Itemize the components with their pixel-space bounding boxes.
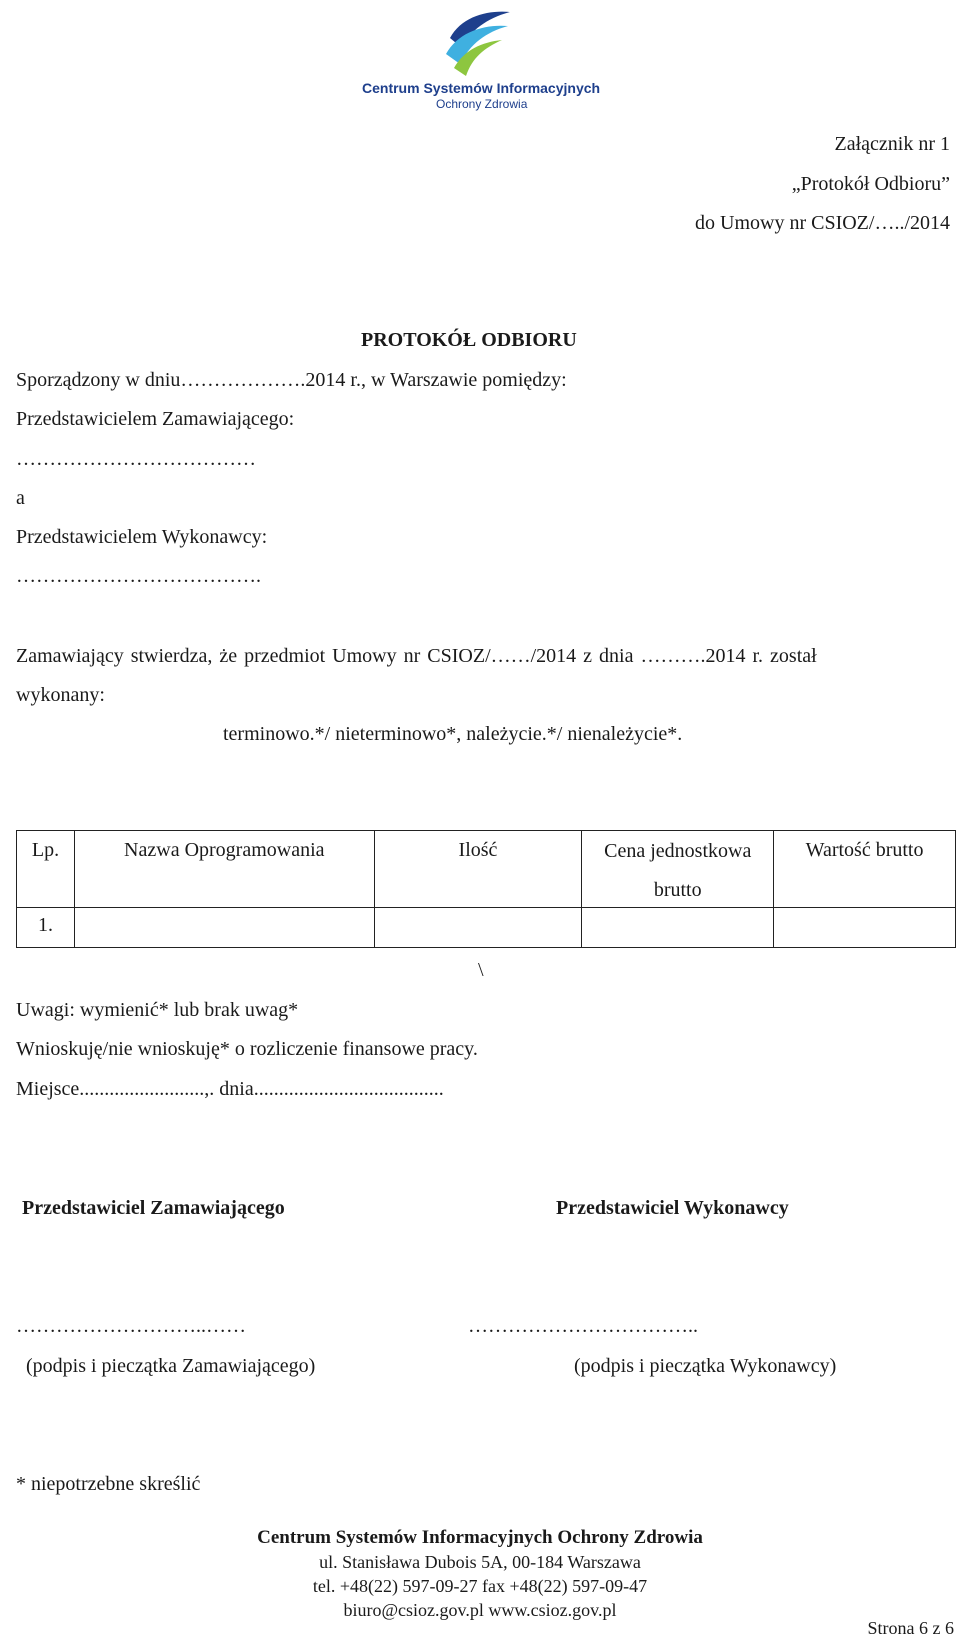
row-value xyxy=(774,908,956,948)
intro-wykonawca-label: Przedstawicielem Wykonawcy: xyxy=(16,526,268,548)
notes-miejsce: Miejsce.........................,. dnia...................................... xyxy=(16,1078,444,1100)
intro-date-line: Sporządzony w dniu……………….2014 r., w Warszawie pomiędzy: xyxy=(16,369,567,391)
signature-left-title: Przedstawiciel Zamawiającego xyxy=(22,1197,285,1219)
header-name-label: Nazwa Oprogramowania xyxy=(124,839,325,861)
footer-phone: tel. +48(22) 597-09-27 fax +48(22) 597-09-47 xyxy=(312,1576,648,1596)
row-price xyxy=(582,908,774,948)
signature-right-dots: …………………………….. xyxy=(468,1315,698,1337)
statement-options: terminowo.*/ nieterminowo*, należycie.*/ nienależycie*. xyxy=(223,723,683,745)
notes-wniosek: Wnioskuję/nie wnioskuję* o rozliczenie finansowe pracy. xyxy=(16,1038,478,1060)
intro-zamawiajacy-dots: ……………………………… xyxy=(16,448,256,470)
row-lp xyxy=(17,908,75,948)
annex-number: Załącznik nr 1 xyxy=(834,133,950,155)
signature-right-title: Przedstawiciel Wykonawcy xyxy=(556,1197,789,1219)
signature-left-dots: ………………………..…… xyxy=(16,1315,246,1337)
signature-left-caption: (podpis i pieczątka Zamawiającego) xyxy=(26,1355,316,1377)
header-value xyxy=(774,831,956,908)
header-lp xyxy=(17,831,75,908)
header-value-label: Wartość brutto xyxy=(805,839,924,861)
row-name xyxy=(74,908,374,948)
signature-right-caption: (podpis i pieczątka Wykonawcy) xyxy=(574,1355,837,1377)
header-name xyxy=(74,831,374,908)
intro-zamawiajacy-label: Przedstawicielem Zamawiającego: xyxy=(16,408,295,430)
annex-contract: do Umowy nr CSIOZ/…../2014 xyxy=(695,212,950,234)
footer-org: Centrum Systemów Informacyjnych Ochrony Zdrowia xyxy=(257,1527,703,1548)
table-header-row xyxy=(17,831,956,908)
intro-wykonawca-dots: ………………………………. xyxy=(16,565,261,587)
page-title: PROTOKÓŁ ODBIORU xyxy=(361,329,577,351)
csioz-logo-icon xyxy=(440,8,520,80)
footer-address: ul. Stanisława Dubois 5A, 00-184 Warszawa xyxy=(319,1552,641,1572)
statement-line2: wykonany: xyxy=(16,684,105,706)
header-price-line1: Cena jednostkowa xyxy=(604,840,752,862)
footer-page-number: Strona 6 z 6 xyxy=(867,1618,954,1638)
annex-title: „Protokół Odbioru” xyxy=(791,173,950,195)
header-lp-label: Lp. xyxy=(31,839,60,861)
header-qty-label: Ilość xyxy=(458,839,498,861)
logo-name-line1: Centrum Systemów Informacyjnych xyxy=(362,80,601,96)
notes-uwagi: Uwagi: wymienić* lub brak uwag* xyxy=(16,999,299,1021)
header-qty xyxy=(374,831,582,908)
row-lp-value: 1. xyxy=(37,914,53,936)
footnote: * niepotrzebne skreślić xyxy=(16,1473,201,1495)
row-qty xyxy=(374,908,582,948)
logo-name-line2: Ochrony Zdrowia xyxy=(436,97,528,111)
table-row xyxy=(17,908,956,948)
statement-line1: Zamawiający stwierdza, że przedmiot Umowy nr CSIOZ/……/2014 z dnia ……….2014 r. został xyxy=(16,645,817,667)
intro-and: a xyxy=(16,487,25,509)
footer-contact: biuro@csioz.gov.pl www.csioz.gov.pl xyxy=(343,1600,617,1620)
software-table xyxy=(16,830,956,948)
header-price-line2: brutto xyxy=(653,879,702,901)
header-price xyxy=(582,831,774,908)
stray-backslash: \ xyxy=(478,959,484,981)
